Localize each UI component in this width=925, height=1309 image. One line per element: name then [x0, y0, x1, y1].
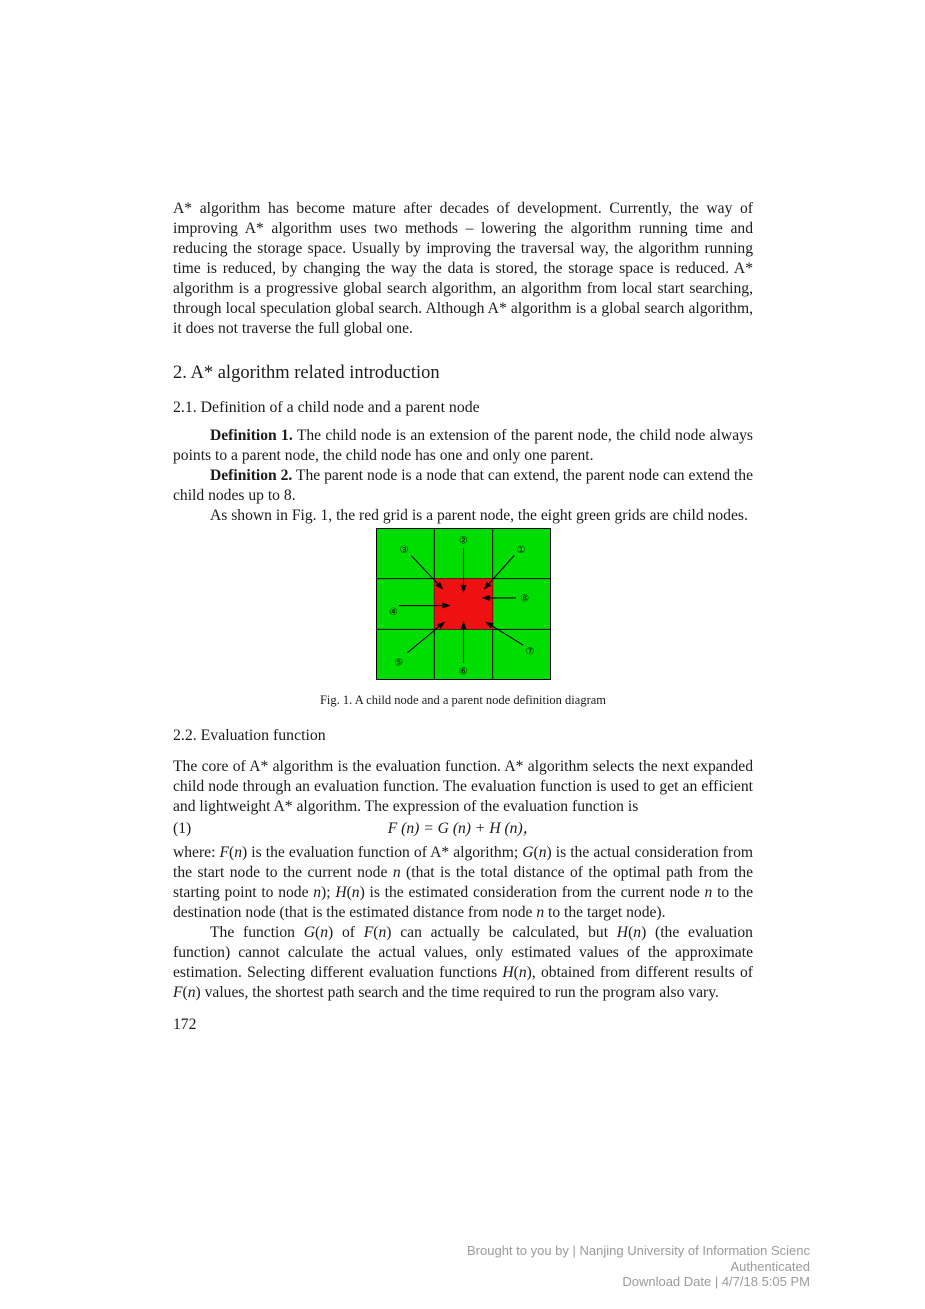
- footer-authenticated-line: Authenticated: [730, 1258, 810, 1274]
- figure-1-caption: Fig. 1. A child node and a parent node definition diagram: [319, 693, 607, 707]
- child-node-label-child-left: ④: [388, 607, 398, 619]
- child-node-label-child-bottom: ⑥: [458, 666, 468, 678]
- figure-1: [173, 528, 753, 680]
- equation-number: (1): [173, 820, 192, 837]
- evaluation-paragraph: The core of A* algorithm is the evaluation function. A* algorithm selects the next expanded child node through an evaluation function. The evaluation function is used to get an efficient and lightweight A* algorithm. The expression of the evaluation function is: [173, 758, 753, 815]
- provider-footer: [467, 1243, 810, 1290]
- footer-provider-line: Brought to you by | Nanjing University of Information Scienc: [467, 1243, 810, 1258]
- intro-paragraph: A* algorithm has become mature after decades of development. Currently, the way of improving A* algorithm uses two methods – lowering the algorithm running time and reducing the storage space. Usually by improving the traversal way, the algorithm running time is reduced, by changing the way the data is stored, the storage space is reduced. A* algorithm is a progressive global search algorithm, an algorithm from local start searching, through local speculation global search. Although A* algorithm is a global search algorithm, it does not traverse the full global one.: [173, 200, 753, 337]
- child-node-label-child-top-right: ①: [516, 544, 526, 556]
- section-2-2-heading: 2.2. Evaluation function: [173, 727, 326, 744]
- where-paragraph: where: F(n) is the evaluation function of A* algorithm; G(n) is the actual consideration from the start node to the current node n (that is the total distance of the optimal path from the starting point to node n); H(n) is the estimated consideration from the current node n to the destination node (that is the estimated distance from node n to the target node).: [173, 844, 754, 921]
- page-number: 172: [173, 1016, 197, 1033]
- footer-download-date-line: Download Date | 4/7/18 5:05 PM: [622, 1274, 810, 1290]
- child-node-label-child-top: ②: [458, 535, 468, 547]
- definition-1-paragraph: Definition 1. The child node is an extension of the parent node, the child node always points to a parent node, the child node has one and only one parent.: [173, 427, 753, 464]
- section-2-heading: 2. A* algorithm related introduction: [173, 363, 440, 383]
- function-discussion-paragraph: The function G(n) of F(n) can actually be calculated, but H(n) (the evaluation function) cannot calculate the actual values, only estimated values of the approximate estimation. Selecting different evaluation functions H(n), obtained from different results of F(n) values, the shortest path search and the time required to run the program also vary.: [173, 924, 753, 1001]
- equation-1-row: [173, 819, 753, 839]
- child-node-label-child-top-left: ③: [399, 544, 408, 556]
- definition-2-paragraph: Definition 2. The parent node is a node that can extend, the parent node can extend the child nodes up to 8.: [173, 467, 753, 504]
- child-node-label-child-bottom-right: ⑦: [525, 646, 534, 658]
- figure-intro-paragraph: As shown in Fig. 1, the red grid is a parent node, the eight green grids are child nodes.: [210, 507, 748, 524]
- section-2-1-heading: 2.1. Definition of a child node and a parent node: [173, 399, 480, 416]
- text-block: [173, 199, 753, 1035]
- child-node-label-child-bottom-left: ⑤: [393, 657, 403, 669]
- equation-body: F (n) = G (n) + H (n)，: [387, 820, 539, 837]
- child-node-label-child-right: ⑧: [519, 593, 529, 605]
- parent-child-grid-diagram: [376, 528, 551, 680]
